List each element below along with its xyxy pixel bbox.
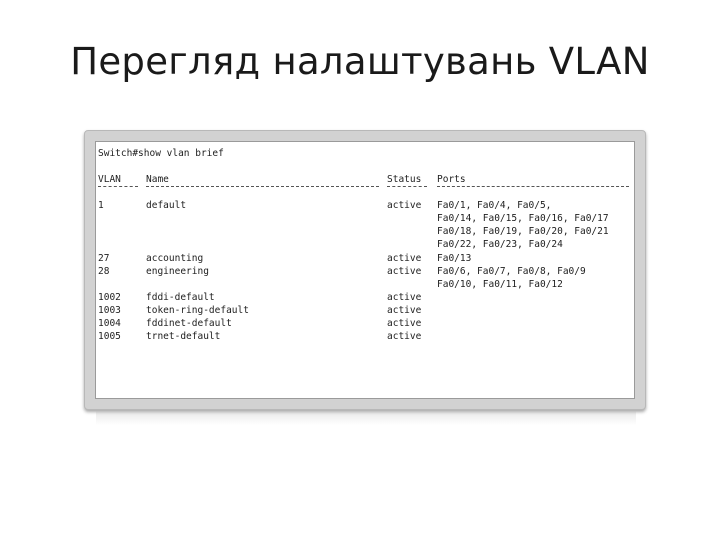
frame-reflection — [96, 411, 636, 425]
row-vlan-ports: Fa0/1, Fa0/4, Fa0/5, — [437, 200, 552, 211]
row-vlan-id: 1004 — [98, 318, 121, 329]
row-vlan-name: fddi-default — [146, 292, 215, 303]
row-vlan-name: token-ring-default — [146, 305, 249, 316]
header-vlan: VLAN — [98, 174, 121, 185]
row-vlan-name: accounting — [146, 253, 204, 264]
row-vlan-id: 1002 — [98, 292, 121, 303]
row-vlan-ports: Fa0/13 — [437, 253, 472, 264]
row-vlan-ports: Fa0/6, Fa0/7, Fa0/8, Fa0/9 — [437, 266, 586, 277]
row-vlan-name: fddinet-default — [146, 318, 232, 329]
console-output — [95, 141, 635, 399]
screenshot-frame — [84, 130, 646, 410]
row-vlan-name: engineering — [146, 266, 209, 277]
row-vlan-ports: Fa0/18, Fa0/19, Fa0/20, Fa0/21 — [437, 226, 609, 237]
row-vlan-name: default — [146, 200, 187, 211]
header-ports: Ports — [437, 174, 466, 185]
row-vlan-ports: Fa0/14, Fa0/15, Fa0/16, Fa0/17 — [437, 213, 609, 224]
header-divider-vlan — [98, 186, 138, 187]
row-vlan-status: active — [387, 292, 422, 303]
row-vlan-ports: Fa0/10, Fa0/11, Fa0/12 — [437, 279, 563, 290]
command-line: Switch#show vlan brief — [98, 148, 224, 159]
row-vlan-status: active — [387, 305, 422, 316]
row-vlan-id: 1003 — [98, 305, 121, 316]
row-vlan-status: active — [387, 200, 422, 211]
row-vlan-name: trnet-default — [146, 331, 221, 342]
slide-title: Перегляд налаштувань VLAN — [70, 40, 650, 83]
row-vlan-status: active — [387, 331, 422, 342]
row-vlan-id: 27 — [98, 253, 110, 264]
row-vlan-id: 1005 — [98, 331, 121, 342]
header-divider-ports — [437, 186, 629, 187]
header-divider-status — [387, 186, 427, 187]
row-vlan-status: active — [387, 253, 422, 264]
header-divider-name — [146, 186, 379, 187]
row-vlan-id: 28 — [98, 266, 110, 277]
header-status: Status — [387, 174, 422, 185]
header-name: Name — [146, 174, 169, 185]
row-vlan-status: active — [387, 318, 422, 329]
row-vlan-id: 1 — [98, 200, 104, 211]
row-vlan-ports: Fa0/22, Fa0/23, Fa0/24 — [437, 239, 563, 250]
row-vlan-status: active — [387, 266, 422, 277]
